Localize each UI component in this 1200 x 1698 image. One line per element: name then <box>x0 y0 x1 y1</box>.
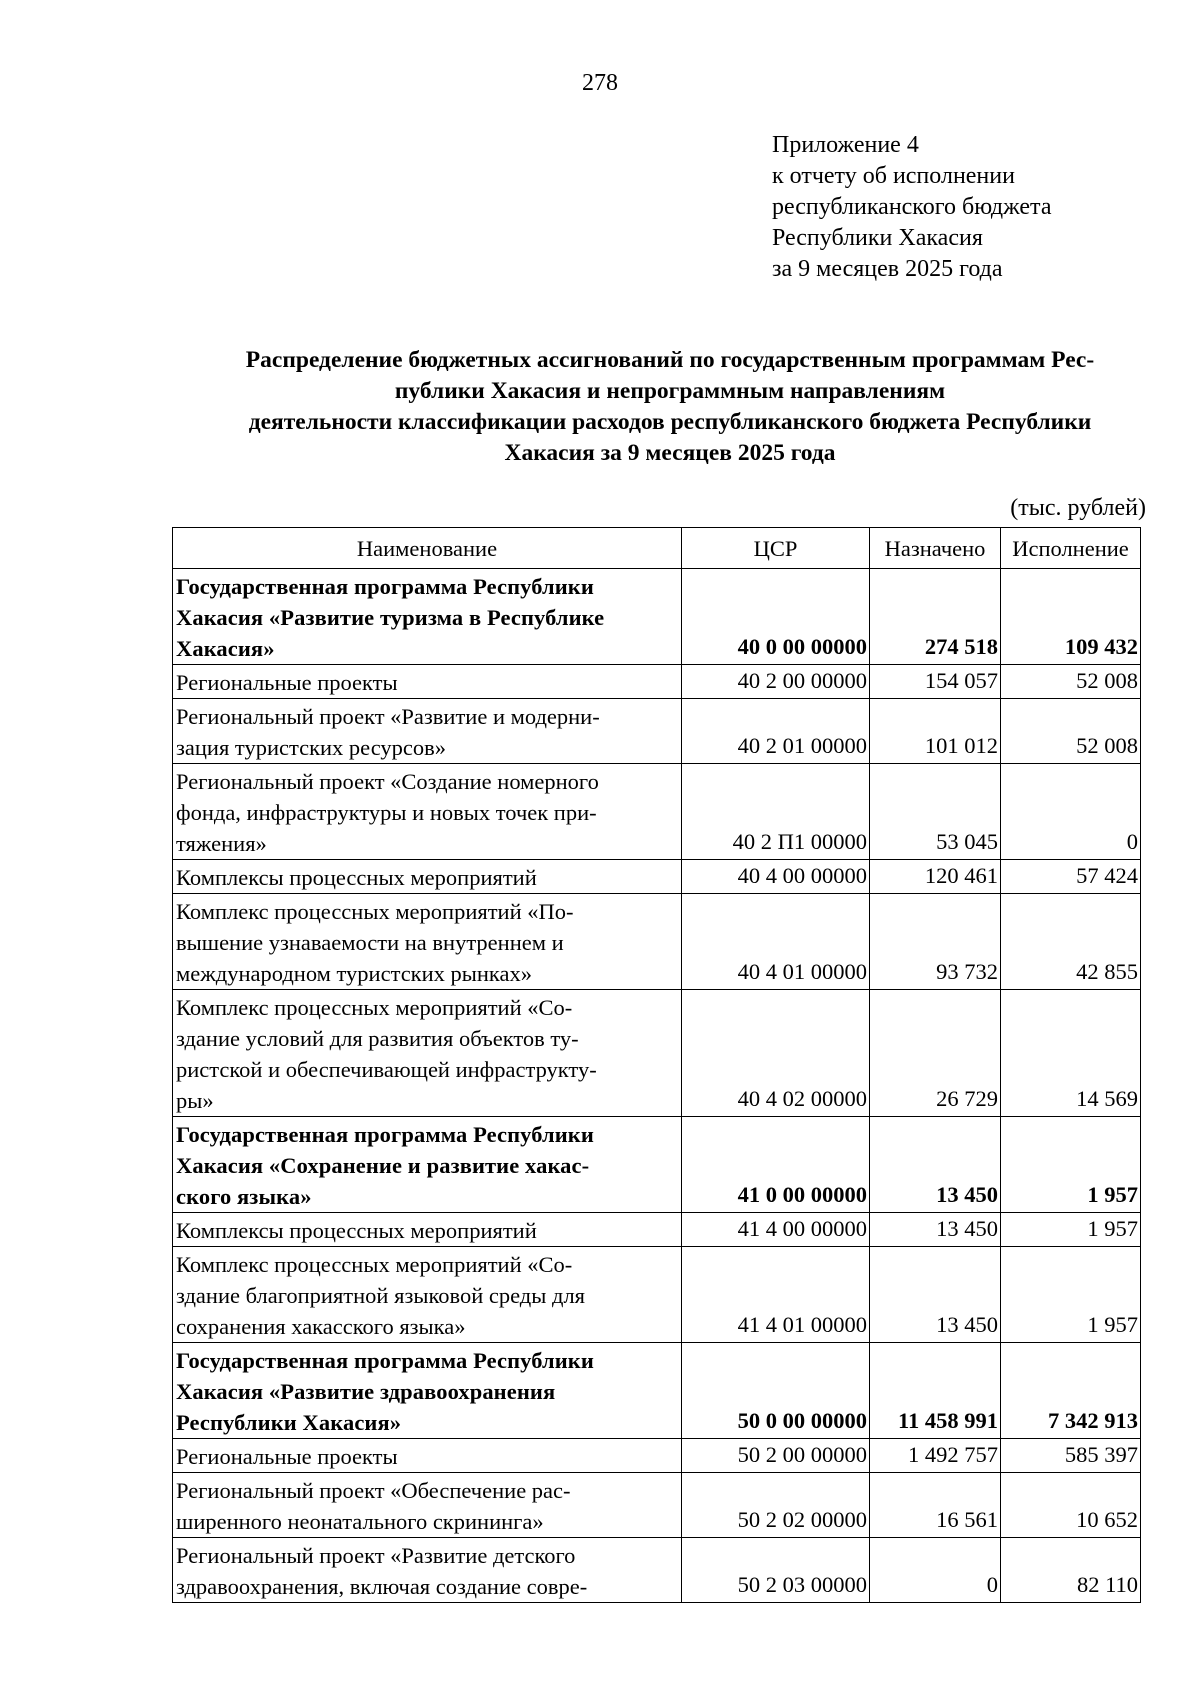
table-row-program <box>173 1343 1141 1439</box>
table-row <box>173 860 1141 894</box>
cell-csr: 50 2 02 00000 <box>682 1473 870 1538</box>
cell-name-line: Комплекс процессных мероприятий «По- <box>176 899 574 924</box>
cell-name-line: ристской и обеспечивающей инфраструкту- <box>176 1057 597 1082</box>
appendix-line: к отчету об исполнении <box>772 163 1015 189</box>
budget-table <box>172 527 1141 1603</box>
cell-name-line: Государственная программа Республики <box>176 1122 594 1147</box>
cell-executed: 1 957 <box>1001 1247 1141 1343</box>
cell-name <box>173 1343 682 1439</box>
cell-executed: 10 652 <box>1001 1473 1141 1538</box>
cell-name <box>173 1213 682 1247</box>
cell-name <box>173 1117 682 1213</box>
cell-executed: 1 957 <box>1001 1117 1141 1213</box>
title-line: Распределение бюджетных ассигнований по государственным программам Рес- <box>245 347 1095 373</box>
cell-assigned: 0 <box>870 1538 1001 1603</box>
cell-name <box>173 894 682 990</box>
cell-executed: 82 110 <box>1001 1538 1141 1603</box>
cell-name-line: ского языка» <box>176 1184 312 1209</box>
units-label: (тыс. рублей) <box>1010 495 1146 521</box>
cell-name <box>173 1538 682 1603</box>
cell-name-line: сохранения хакасского языка» <box>176 1314 466 1339</box>
cell-csr: 40 4 02 00000 <box>682 990 870 1117</box>
cell-executed: 109 432 <box>1001 569 1141 665</box>
table-row <box>173 764 1141 860</box>
cell-assigned: 13 450 <box>870 1213 1001 1247</box>
page-number: 278 <box>582 70 618 96</box>
table-header-row <box>173 528 1141 569</box>
cell-name-line: Хакасия «Развитие здравоохранения <box>176 1379 556 1404</box>
cell-assigned: 120 461 <box>870 860 1001 894</box>
cell-name-line: фонда, инфраструктуры и новых точек при- <box>176 800 597 825</box>
cell-name-line: вышение узнаваемости на внутреннем и <box>176 930 564 955</box>
cell-name-line: Комплекс процессных мероприятий «Со- <box>176 1252 573 1277</box>
cell-name-line: Региональный проект «Развитие и модерни- <box>176 704 600 729</box>
document-title <box>180 345 1160 469</box>
header-assigned: Назначено <box>870 528 1001 569</box>
table-row <box>173 1473 1141 1538</box>
cell-executed: 7 342 913 <box>1001 1343 1141 1439</box>
cell-name-line: Государственная программа Республики <box>176 574 594 599</box>
cell-assigned: 16 561 <box>870 1473 1001 1538</box>
cell-assigned: 26 729 <box>870 990 1001 1117</box>
header-executed: Исполнение <box>1001 528 1141 569</box>
table-row <box>173 990 1141 1117</box>
cell-assigned: 93 732 <box>870 894 1001 990</box>
cell-csr: 40 4 01 00000 <box>682 894 870 990</box>
cell-assigned: 101 012 <box>870 699 1001 764</box>
cell-name-line: Хакасия «Сохранение и развитие хакас- <box>176 1153 590 1178</box>
cell-name-line: ширенного неонатального скрининга» <box>176 1509 544 1534</box>
appendix-line: Приложение 4 <box>772 132 919 158</box>
cell-assigned: 154 057 <box>870 665 1001 699</box>
cell-executed: 585 397 <box>1001 1439 1141 1473</box>
cell-executed: 1 957 <box>1001 1213 1141 1247</box>
cell-name-line: здание условий для развития объектов ту- <box>176 1026 579 1051</box>
table-row <box>173 1213 1141 1247</box>
cell-name-line: Государственная программа Республики <box>176 1348 594 1373</box>
cell-assigned: 13 450 <box>870 1247 1001 1343</box>
cell-name <box>173 860 682 894</box>
cell-name-line: тяжения» <box>176 831 267 856</box>
cell-name <box>173 665 682 699</box>
cell-name-line: ры» <box>176 1088 214 1113</box>
cell-csr: 40 2 00 00000 <box>682 665 870 699</box>
cell-name-line: Комплексы процессных мероприятий <box>176 865 537 890</box>
cell-csr: 40 2 П1 00000 <box>682 764 870 860</box>
cell-name-line: Республики Хакасия» <box>176 1410 402 1435</box>
cell-executed: 42 855 <box>1001 894 1141 990</box>
cell-csr: 41 4 00 00000 <box>682 1213 870 1247</box>
cell-csr: 41 4 01 00000 <box>682 1247 870 1343</box>
table-row <box>173 894 1141 990</box>
cell-name-line: Комплекс процессных мероприятий «Со- <box>176 995 573 1020</box>
cell-executed: 52 008 <box>1001 665 1141 699</box>
cell-csr: 41 0 00 00000 <box>682 1117 870 1213</box>
cell-name <box>173 569 682 665</box>
cell-assigned: 274 518 <box>870 569 1001 665</box>
cell-csr: 50 2 03 00000 <box>682 1538 870 1603</box>
cell-csr: 40 2 01 00000 <box>682 699 870 764</box>
cell-name-line: Региональные проекты <box>176 670 398 695</box>
cell-name <box>173 990 682 1117</box>
appendix-line: республиканского бюджета <box>772 194 1052 220</box>
cell-assigned: 1 492 757 <box>870 1439 1001 1473</box>
appendix-line: Республики Хакасия <box>772 225 983 251</box>
cell-name-line: международном туристских рынках» <box>176 961 533 986</box>
cell-name-line: Региональный проект «Обеспечение рас- <box>176 1478 571 1503</box>
cell-csr: 40 0 00 00000 <box>682 569 870 665</box>
cell-executed: 52 008 <box>1001 699 1141 764</box>
cell-name-line: Региональный проект «Развитие детского <box>176 1543 576 1568</box>
table-row <box>173 1538 1141 1603</box>
cell-name-line: Региональный проект «Создание номерного <box>176 769 599 794</box>
appendix-note <box>772 130 1051 285</box>
table-row <box>173 665 1141 699</box>
cell-name-line: Хакасия» <box>176 636 275 661</box>
cell-name-line: Хакасия «Развитие туризма в Республике <box>176 605 605 630</box>
cell-executed: 14 569 <box>1001 990 1141 1117</box>
table-body <box>173 569 1141 1603</box>
cell-executed: 57 424 <box>1001 860 1141 894</box>
table-row <box>173 1247 1141 1343</box>
title-line: публики Хакасия и непрограммным направлениям <box>394 378 946 404</box>
cell-assigned: 11 458 991 <box>870 1343 1001 1439</box>
cell-name <box>173 1473 682 1538</box>
cell-assigned: 53 045 <box>870 764 1001 860</box>
cell-name-line: зация туристских ресурсов» <box>176 735 447 760</box>
cell-csr: 50 0 00 00000 <box>682 1343 870 1439</box>
cell-csr: 40 4 00 00000 <box>682 860 870 894</box>
cell-name-line: здание благоприятной языковой среды для <box>176 1283 586 1308</box>
cell-name <box>173 699 682 764</box>
cell-csr: 50 2 00 00000 <box>682 1439 870 1473</box>
cell-name <box>173 1439 682 1473</box>
cell-assigned: 13 450 <box>870 1117 1001 1213</box>
cell-name-line: здравоохранения, включая создание совре- <box>176 1574 588 1599</box>
table-row <box>173 699 1141 764</box>
cell-executed: 0 <box>1001 764 1141 860</box>
cell-name-line: Региональные проекты <box>176 1444 398 1469</box>
header-csr: ЦСР <box>682 528 870 569</box>
cell-name <box>173 764 682 860</box>
table-row <box>173 1439 1141 1473</box>
cell-name <box>173 1247 682 1343</box>
title-line: деятельности классификации расходов республиканского бюджета Республики <box>248 409 1092 435</box>
table-row-program <box>173 569 1141 665</box>
table-row-program <box>173 1117 1141 1213</box>
cell-name-line: Комплексы процессных мероприятий <box>176 1218 537 1243</box>
title-line: Хакасия за 9 месяцев 2025 года <box>504 440 836 466</box>
header-name: Наименование <box>173 528 682 569</box>
appendix-line: за 9 месяцев 2025 года <box>772 256 1003 282</box>
